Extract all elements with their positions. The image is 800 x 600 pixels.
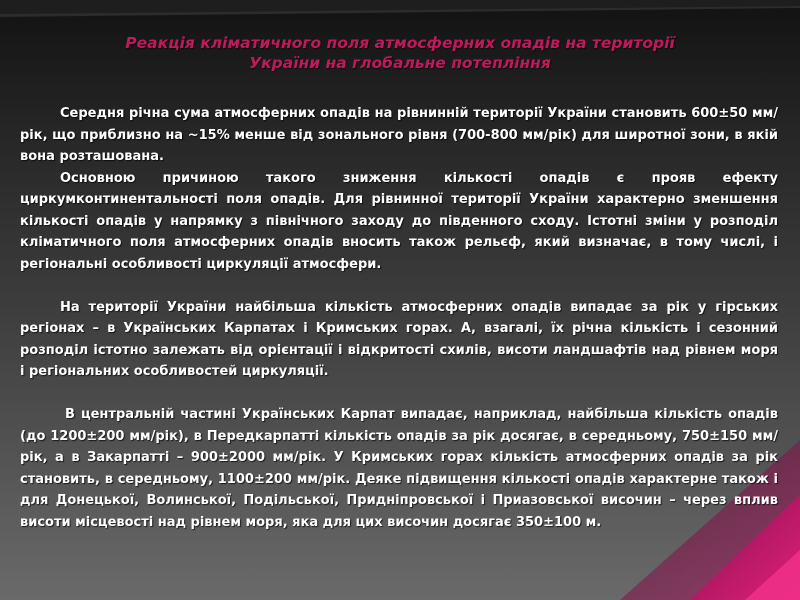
paragraph-mountain-regions: На території України найбільша кількість атмосферних опадів випадає за рік у гірських регіонах – в Українських Карпатах і Кримських горах. А, взагалі, їх річна кількість і сезонний розподіл істотно залежать від орієнтації і відкритості схилів, висоти ландшафтів над рівнем моря і регіональних особливостей циркуляції. xyxy=(20,299,778,379)
slide-title-line-2: України на глобальне потепління xyxy=(249,54,551,72)
slide-title xyxy=(20,33,780,73)
paragraph-carpathians-crimea: В центральній частині Українських Карпат випадає, наприклад, найбільша кількість опадів (до 1200±200 мм/рік), в Передкарпатті кількість опадів за рік досягає, в середньому, 750±150 мм/рік, а в Закарпатті – 900±2000 мм/рік. У Кримських горах кількість атмосферних опадів за рік становить, в середньому, 1100±200 мм/рік. Деяке підвищення кількості опадів характерне також і для Донецької, Волинської, Подільської, Придніпровської і Приазовської височин – через вплив висоти місцевості над рівнем моря, яка для цих височин досягає 350±100 м. xyxy=(20,407,778,530)
paragraph-average-precipitation: Середня річна сума атмосферних опадів на рівнинній території України становить 600±50 мм/рік, що приблизно на ~15% менше від зонального рівня (700-800 мм/рік) для широтної зони, в якій вона розташована. xyxy=(20,106,778,164)
slide-body-text xyxy=(20,103,778,533)
slide-title-line-1: Реакція кліматичного поля атмосферних опадів на території xyxy=(125,34,675,52)
paragraph-main-cause: Основною причиною такого зниження кількості опадів є прояв ефекту циркумконтинентальності поля опадів. Для рівнинної території України характерно зменшення кількості опадів у напрямку з північного заходу до південного сходу. Істотні зміни у розподіл кліматичного поля атмосферних опадів вносить також рельєф, який визначає, в тому числі, і регіональні особливості циркуляції атмосфери. xyxy=(20,170,778,272)
